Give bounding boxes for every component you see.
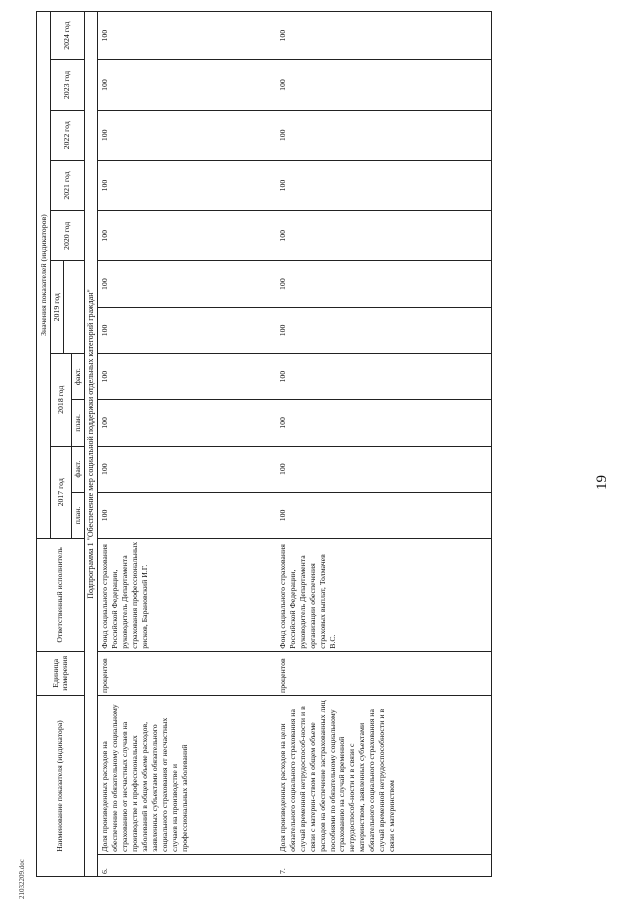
header-unit: Единица измерения [37, 651, 85, 695]
value-2018-fact: 100 [98, 354, 276, 400]
table-row [276, 12, 492, 877]
value-2017-plan: 100 [98, 492, 276, 538]
header-2020: 2020 год [51, 211, 85, 261]
indicator-unit: процентов [98, 651, 276, 695]
header-2023: 2023 год [51, 60, 85, 110]
value-2022: 100 [98, 110, 276, 160]
value-2019-plan: 100 [98, 307, 276, 353]
value-2020: 100 [276, 211, 492, 261]
header-2017-plan: план. [71, 492, 84, 538]
header-2019: 2019 год [51, 261, 64, 354]
subprogram-title: Подпрограмма 1 "Обеспечение мер социальной поддержки отдельных категорий граждан" [84, 12, 97, 877]
value-2019-fact: 100 [276, 261, 492, 307]
header-2021: 2021 год [51, 160, 85, 210]
value-2020: 100 [98, 211, 276, 261]
value-2018-fact: 100 [276, 354, 492, 400]
indicator-name: Доля произведенных расходов на обеспечение по обязательному социальному страхованию от несчастных случаев на производстве и профессиональных заболеваний в общем объеме расходов, заявленных субъектами обязательного социального страхования от несчастных случаев на производстве и профессиональных заболеваний [98, 695, 276, 854]
header-responsible: Ответственный исполнитель [37, 539, 85, 652]
value-2024: 100 [98, 12, 276, 60]
value-2019-fact: 100 [98, 261, 276, 307]
page-number: 19 [594, 475, 610, 490]
row-number: 7. [276, 854, 492, 876]
value-2024: 100 [276, 12, 492, 60]
row-number: 6. [98, 854, 276, 876]
value-2021: 100 [276, 160, 492, 210]
value-2021: 100 [98, 160, 276, 210]
header-2022: 2022 год [51, 110, 85, 160]
header-2017-fact: факт. [71, 446, 84, 492]
header-values-group: Значения показателей (индикаторов) [37, 12, 51, 539]
indicator-unit: процентов [276, 651, 492, 695]
value-2017-fact: 100 [98, 446, 276, 492]
header-2018: 2018 год [51, 354, 72, 447]
table-row [98, 12, 276, 877]
footer-code: 21032209.doc [18, 859, 26, 899]
indicator-responsible: Фонд социального страхования Российской Федерации, руководитель Департамента организации обеспечения страховых выплат, Толмачев В.С. [276, 539, 492, 652]
value-2018-plan: 100 [276, 400, 492, 446]
indicator-name: Доля произведенных расходов на цели обязательного социального страхования на случай временной нетрудоспособ-ности и в связи с материн-ством в общем объеме расходов на обеспечение застрахованных лиц пособиями по обязательному социальному страхованию на случай временной нетрудоспособ-ности и в связи с материнством, заявленных субъектами обязательного социального страхования на случай временной нетрудоспособности и в связи с материнством [276, 695, 492, 854]
value-2017-fact: 100 [276, 446, 492, 492]
value-2018-plan: 100 [98, 400, 276, 446]
header-2024: 2024 год [51, 12, 85, 60]
indicator-responsible: Фонд социального страхования Российской Федерации, руководитель Департамента страхования профессиональных рисков, Барановский И.Г. [98, 539, 276, 652]
value-2023: 100 [276, 60, 492, 110]
header-2018-fact: факт. [71, 354, 84, 400]
value-2017-plan: 100 [276, 492, 492, 538]
header-2018-plan: план. [71, 400, 84, 446]
value-2019-plan: 100 [276, 307, 492, 353]
indicators-table [36, 11, 492, 877]
header-name: Наименование показателя (индикатора) [37, 695, 85, 876]
header-2017: 2017 год [51, 446, 72, 539]
value-2022: 100 [276, 110, 492, 160]
value-2023: 100 [98, 60, 276, 110]
header-2019-spacer [63, 261, 84, 354]
